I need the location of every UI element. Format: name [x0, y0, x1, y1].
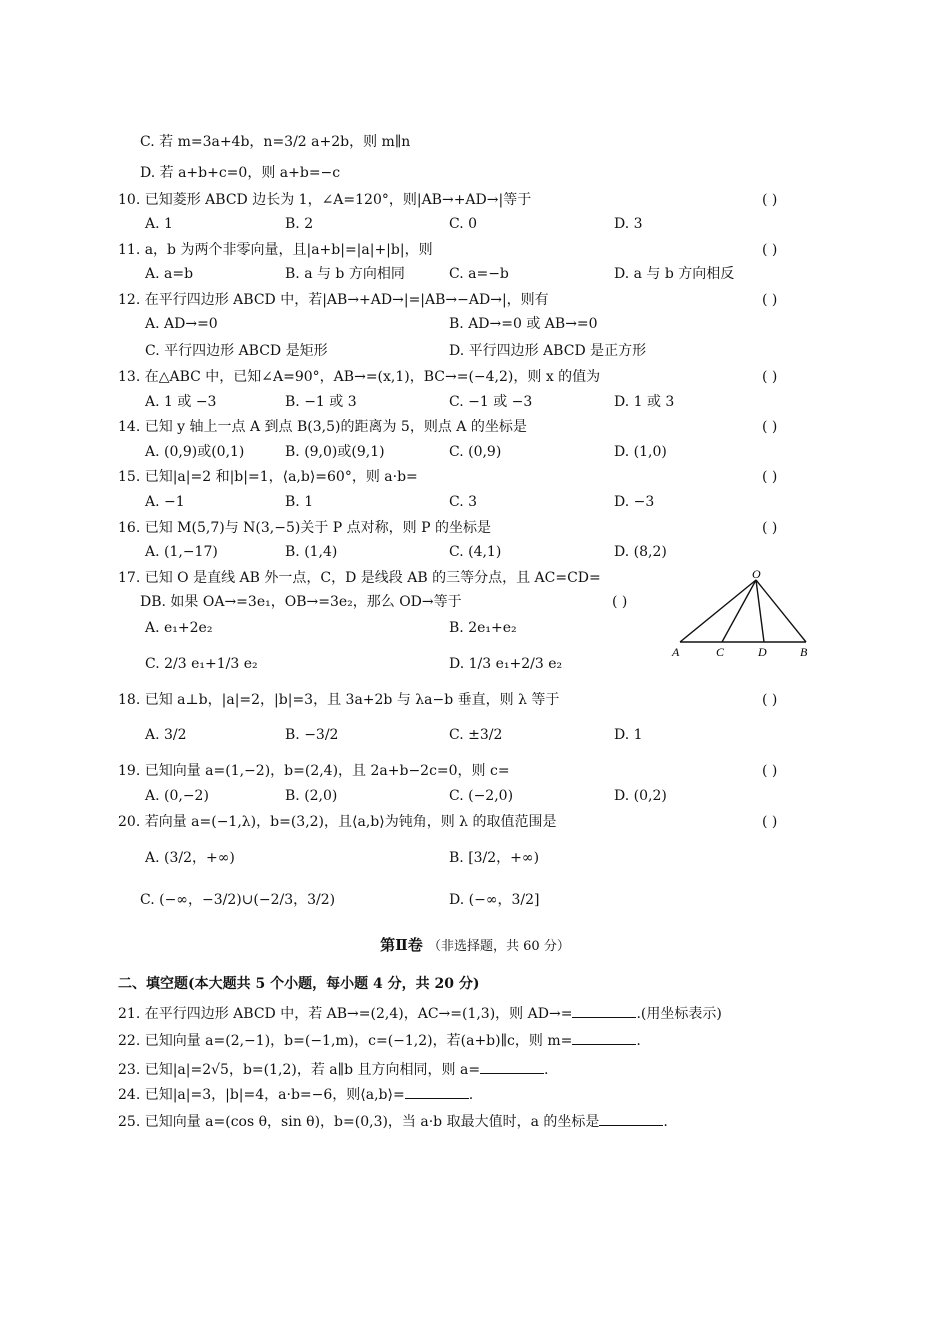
q9-option-c: C. 若 m=3a+4b，n=3/2 a+2b，则 m∥n: [140, 134, 411, 150]
q14-option-b: B. (9,0)或(9,1): [285, 444, 385, 460]
q12-option-d: D. 平行四边形 ABCD 是正方形: [449, 343, 647, 359]
point-A-label: A: [672, 645, 680, 659]
answer-paren: ( ): [762, 814, 778, 830]
q13-stem: 13. 在△ABC 中，已知∠A=90°，AB→=(x,1)，BC→=(−4,2)，则 x 的值为: [118, 369, 601, 385]
answer-paren: ( ): [762, 692, 778, 708]
section-title: 第Ⅱ卷 （非选择题，共 60 分）: [380, 936, 570, 954]
q13-option-d: D. 1 或 3: [614, 394, 675, 410]
q17-option-b: B. 2e₁+e₂: [449, 620, 517, 636]
q14-option-c: C. (0,9): [449, 444, 502, 460]
q13-option-b: B. −1 或 3: [285, 394, 357, 410]
q20-option-b: B. [3/2，+∞): [449, 850, 540, 866]
q18-option-d: D. 1: [614, 727, 643, 743]
q16-option-b: B. (1,4): [285, 544, 338, 560]
q20-option-a: A. (3/2，+∞): [145, 850, 235, 866]
q12-option-b: B. AD→=0 或 AB→=0: [449, 316, 598, 332]
q12-stem: 12. 在平行四边形 ABCD 中，若|AB→+AD→|=|AB→−AD→|，则有: [118, 292, 549, 308]
q14-option-a: A. (0,9)或(0,1): [145, 444, 245, 460]
q24: 24. 已知|a|=3，|b|=4，a·b=−6，则⟨a,b⟩= .: [118, 1084, 473, 1105]
q11-stem: 11. a，b 为两个非零向量，且|a+b|=|a|+|b|，则: [118, 242, 433, 258]
q16-stem: 16. 已知 M(5,7)与 N(3,−5)关于 P 点对称，则 P 的坐标是: [118, 520, 491, 536]
answer-paren: ( ): [762, 242, 778, 258]
q19-option-a: A. (0,−2): [145, 788, 209, 804]
q16-option-c: C. (4,1): [449, 544, 502, 560]
q19-stem: 19. 已知向量 a=(1,−2)，b=(2,4)，且 2a+b−2c=0，则 c=: [118, 763, 510, 779]
q18-option-a: A. 3/2: [145, 727, 187, 743]
q10-option-a: A. 1: [145, 216, 173, 232]
q15-option-d: D. −3: [614, 494, 655, 510]
q13-option-a: A. 1 或 −3: [145, 394, 217, 410]
answer-paren: ( ): [762, 369, 778, 385]
q19-option-c: C. (−2,0): [449, 788, 514, 804]
q16-option-a: A. (1,−17): [145, 544, 218, 560]
segment-OA: [680, 580, 756, 642]
q20-option-d: D. (−∞，3/2]: [449, 892, 540, 908]
q17-stem: 17. 已知 O 是直线 AB 外一点，C，D 是线段 AB 的三等分点，且 AC=CD=: [118, 570, 601, 586]
point-O-label: O: [752, 568, 761, 581]
triangle-figure: [668, 568, 818, 662]
q16-option-d: D. (8,2): [614, 544, 667, 560]
q21: 21. 在平行四边形 ABCD 中，若 AB→=(2,4)，AC→=(1,3)，则 AD→= .(用坐标表示): [118, 1003, 722, 1024]
q11-option-c: C. a=−b: [449, 266, 509, 282]
q18-stem: 18. 已知 a⊥b，|a|=2，|b|=3，且 3a+2b 与 λa−b 垂直，则 λ 等于: [118, 692, 560, 708]
q11-option-a: A. a=b: [145, 266, 194, 282]
q18-option-b: B. −3/2: [285, 727, 339, 743]
q17-option-c: C. 2/3 e₁+1/3 e₂: [145, 656, 258, 672]
point-D-label: D: [758, 645, 767, 659]
answer-paren: ( ): [762, 469, 778, 485]
answer-paren: ( ): [762, 419, 778, 435]
q15-option-a: A. −1: [145, 494, 185, 510]
q14-option-d: D. (1,0): [614, 444, 667, 460]
q20-stem: 20. 若向量 a=(−1,λ)，b=(3,2)，且⟨a,b⟩为钝角，则 λ 的取值范围是: [118, 814, 557, 830]
segment-OC: [722, 580, 756, 642]
answer-blank[interactable]: [599, 1111, 663, 1126]
q22: 22. 已知向量 a=(2,−1)，b=(−1,m)，c=(−1,2)，若(a+b)∥c，则 m= .: [118, 1030, 641, 1051]
answer-blank[interactable]: [572, 1030, 636, 1045]
q14-stem: 14. 已知 y 轴上一点 A 到点 B(3,5)的距离为 5，则点 A 的坐标是: [118, 419, 527, 435]
q11-option-d: D. a 与 b 方向相反: [614, 266, 735, 282]
q17-option-d: D. 1/3 e₁+2/3 e₂: [449, 656, 563, 672]
q10-option-d: D. 3: [614, 216, 643, 232]
q15-option-b: B. 1: [285, 494, 314, 510]
answer-paren: ( ): [762, 192, 778, 208]
point-B-label: B: [800, 645, 808, 659]
q23: 23. 已知|a|=2√5，b=(1,2)，若 a∥b 且方向相同，则 a= .: [118, 1059, 549, 1080]
q20-option-c: C. (−∞，−3/2)∪(−2/3，3/2): [140, 892, 336, 908]
q17-stem-cont: DB. 如果 OA→=3e₁，OB→=3e₂，那么 OD→等于: [140, 594, 462, 610]
point-C-label: C: [716, 645, 725, 659]
q12-option-a: A. AD→=0: [145, 316, 218, 332]
answer-blank[interactable]: [405, 1084, 469, 1099]
q10-option-c: C. 0: [449, 216, 478, 232]
q19-option-d: D. (0,2): [614, 788, 667, 804]
q25: 25. 已知向量 a=(cos θ，sin θ)，b=(0,3)，当 a·b 取最大值时，a 的坐标是 .: [118, 1111, 668, 1132]
q15-stem: 15. 已知|a|=2 和|b|=1，⟨a,b⟩=60°，则 a·b=: [118, 469, 418, 485]
q17-option-a: A. e₁+2e₂: [145, 620, 213, 636]
q15-option-c: C. 3: [449, 494, 478, 510]
section-subtitle: （非选择题，共 60 分）: [428, 939, 570, 954]
q18-option-c: C. ±3/2: [449, 727, 503, 743]
part-title: 二、填空题(本大题共 5 个小题，每小题 4 分，共 20 分): [118, 976, 480, 992]
answer-paren: ( ): [612, 594, 628, 610]
answer-paren: ( ): [762, 520, 778, 536]
answer-blank[interactable]: [480, 1059, 544, 1074]
q10-stem: 10. 已知菱形 ABCD 边长为 1，∠A=120°，则|AB→+AD→|等于: [118, 192, 532, 208]
q19-option-b: B. (2,0): [285, 788, 338, 804]
answer-paren: ( ): [762, 292, 778, 308]
q11-option-b: B. a 与 b 方向相同: [285, 266, 405, 282]
q10-option-b: B. 2: [285, 216, 314, 232]
q13-option-c: C. −1 或 −3: [449, 394, 533, 410]
q12-option-c: C. 平行四边形 ABCD 是矩形: [145, 343, 328, 359]
answer-paren: ( ): [762, 763, 778, 779]
answer-blank[interactable]: [572, 1003, 636, 1018]
q9-option-d: D. 若 a+b+c=0，则 a+b=−c: [140, 165, 341, 181]
